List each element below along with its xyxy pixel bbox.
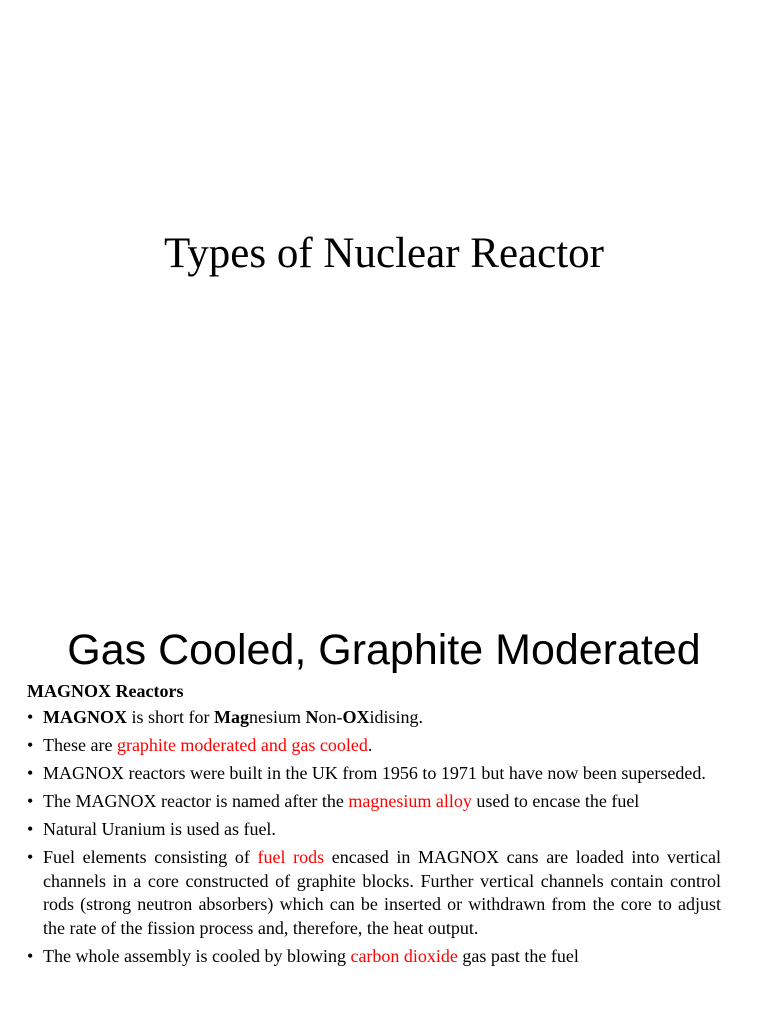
bullet-text: The whole assembly is cooled by blowing [43, 945, 351, 966]
bullet-dot-icon: • [27, 707, 34, 727]
highlighted-text: magnesium alloy [348, 790, 472, 811]
bullet-text: . [367, 734, 373, 755]
highlighted-text: graphite moderated and gas cooled [116, 734, 368, 755]
bullet-dot-icon: • [27, 762, 34, 783]
bullet-text: Natural Uranium is used as fuel. [43, 818, 276, 839]
bullet-dot-icon: • [27, 818, 34, 839]
bullet-item [27, 762, 721, 786]
section-subheading: MAGNOX Reactors [27, 681, 184, 701]
bullet-item [27, 846, 721, 940]
bold-text: Mag [214, 707, 249, 727]
bullet-text: is short for [127, 707, 214, 727]
bullet-item [27, 706, 721, 730]
bullet-text: The MAGNOX reactor is named after the [43, 790, 349, 811]
bullet-text: on- [318, 707, 343, 727]
bullet-dot-icon: • [27, 846, 34, 867]
bullet-text: gas past the fuel [457, 945, 579, 966]
bullet-list [27, 706, 721, 973]
bullet-text: encased in MAGNOX cans are loaded into vertical channels in a core constructed of graphite blocks. Further vertical channels contain control rods (strong neutron absorbers) which can be inserted or withdrawn from the core to adjust the rate of the fission process and, therefore, the heat output. [43, 846, 721, 938]
highlighted-text: fuel rods [257, 846, 325, 867]
bullet-text: used to encase the fuel [471, 790, 640, 811]
bullet-item [27, 790, 721, 814]
bullet-item [27, 945, 721, 969]
bullet-text: Fuel elements consisting of [43, 846, 258, 867]
bullet-text: MAGNOX reactors were built in the UK from 1956 to 1971 but have now been superseded. [43, 762, 706, 783]
highlighted-text: carbon dioxide [350, 945, 458, 966]
bullet-dot-icon: • [27, 734, 34, 755]
content-slide [0, 576, 768, 1024]
bullet-text: nesium [249, 707, 306, 727]
bullet-item [27, 734, 721, 758]
slide-title: Types of Nuclear Reactor [164, 230, 604, 277]
bullet-dot-icon: • [27, 945, 34, 966]
bold-text: OX [342, 707, 370, 727]
bullet-item [27, 818, 721, 842]
bold-text: MAGNOX [43, 707, 127, 727]
bullet-dot-icon: • [27, 790, 34, 811]
bullet-text: idising. [369, 707, 424, 727]
slide-heading: Gas Cooled, Graphite Moderated [67, 626, 701, 674]
bullet-text: These are [43, 734, 117, 755]
bold-text: N [305, 707, 319, 727]
